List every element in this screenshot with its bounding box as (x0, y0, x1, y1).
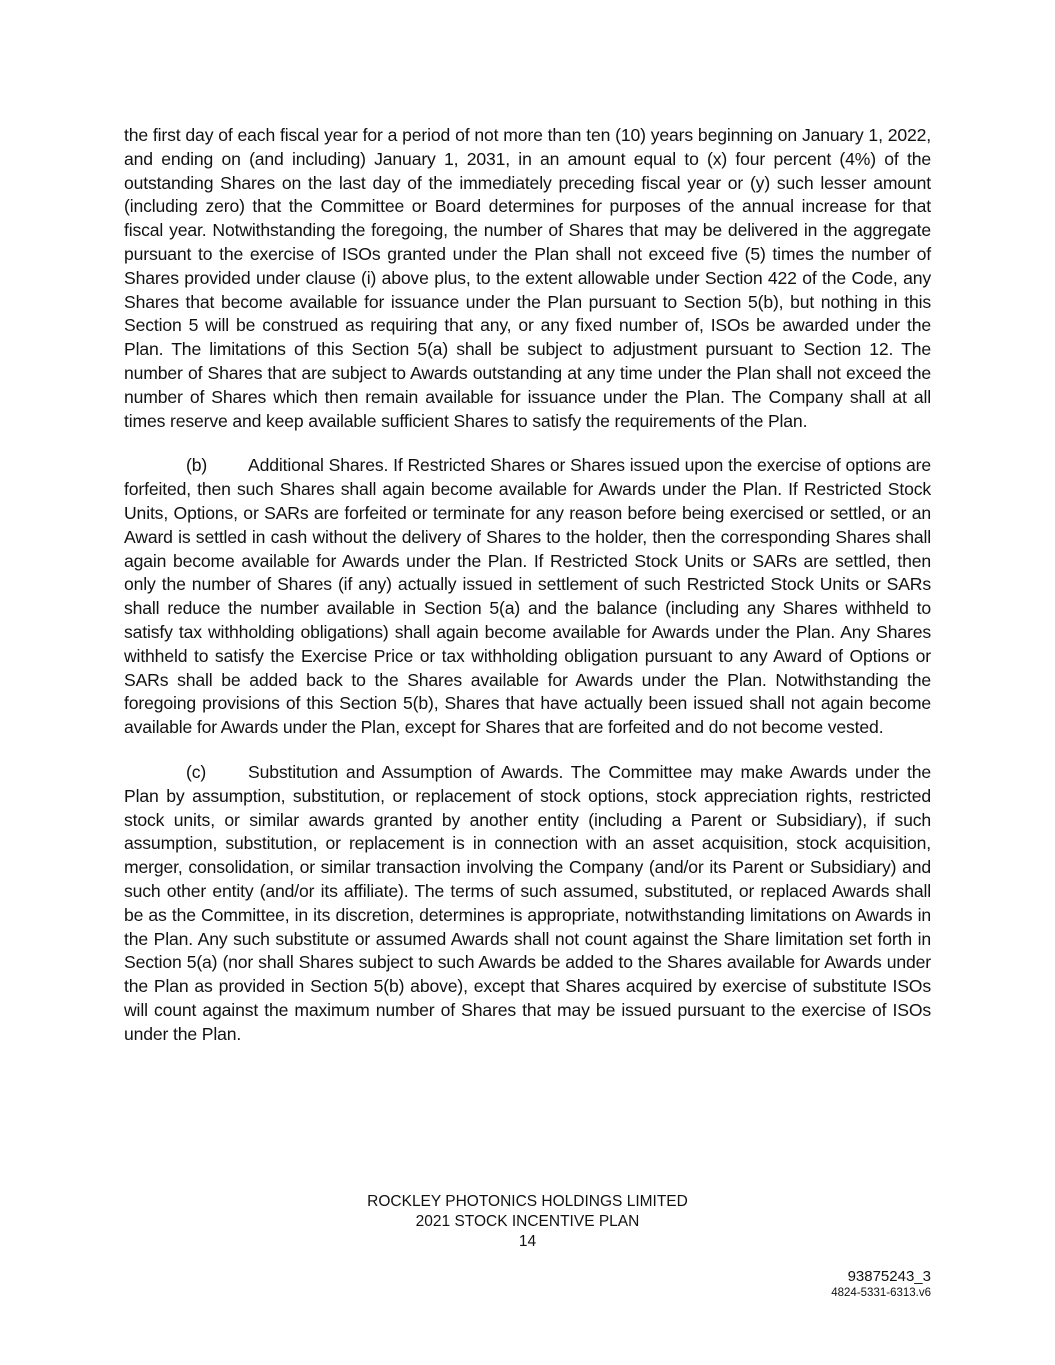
paragraph-continuation: the first day of each fiscal year for a period of not more than ten (10) years beginning on January 1, 2022, and ending on (and including) January 1, 2031, in an amount equal to (x) four percent (4%) of the outstanding Shares on the last day of the immediately preceding fiscal year or (y) such lesser amount (including zero) that the Committee or Board determines for purposes of the annual increase for that fiscal year. Notwithstanding the foregoing, the number of Shares that may be delivered in the aggregate pursuant to the exercise of ISOs granted under the Plan shall not exceed five (5) times the number of Shares provided under clause (i) above plus, to the extent allowable under Section 422 of the Code, any Shares that become available for issuance under the Plan pursuant to Section 5(b), but nothing in this Section 5 will be construed as requiring that any, or any fixed number of, ISOs be awarded under the Plan. The limitations of this Section 5(a) shall be subject to adjustment pursuant to Section 12. The number of Shares that are subject to Awards outstanding at any time under the Plan shall not exceed the number of Shares which then remain available for issuance under the Plan. The Company shall at all times reserve and keep available sufficient Shares to satisfy the requirements of the Plan. (124, 125, 931, 431)
paragraph-c (124, 761, 931, 1047)
page-number: 14 (518, 1233, 537, 1250)
document-identifiers (831, 1268, 931, 1301)
paragraph-c-text: Substitution and Assumption of Awards. The Committee may make Awards under the Plan by assumption, substitution, or replacement of stock options, stock appreciation rights, restricted stock units, or similar awards granted by another entity (including a Parent or Subsidiary), if such assumption, substitution, or replacement is in connection with an asset acquisition, stock acquisition, merger, consolidation, or similar transaction involving the Company (and/or its Parent or Subsidiary) and such other entity (and/or its affiliate). The terms of such assumed, substituted, or replaced Awards shall be as the Committee, in its discretion, determines is appropriate, notwithstanding limitations on Awards in the Plan. Any such substitute or assumed Awards shall not count against the Share limitation set forth in Section 5(a) (nor shall Shares subject to such Awards be added to the Shares available for Awards under the Plan as provided in Section 5(b) above), except that Shares acquired by exercise of substitute ISOs will count against the maximum number of Shares that may be issued pursuant to the exercise of ISOs under the Plan. (124, 761, 931, 1044)
document-id: 93875243_3 (847, 1268, 931, 1285)
paragraph-c-label: (c) (186, 761, 207, 782)
page-footer (0, 1192, 1055, 1252)
document-reference: 4824-5331-6313.v6 (831, 1287, 931, 1299)
footer-plan-title: 2021 STOCK INCENTIVE PLAN (415, 1213, 640, 1230)
paragraph-b (124, 454, 931, 740)
paragraph-b-label: (b) (186, 455, 208, 476)
document-body (124, 124, 931, 1067)
paragraph-b-text: Additional Shares. If Restricted Shares or Shares issued upon the exercise of options are forfeited, then such Shares shall again become available for Awards under the Plan. If Restricted Stock Units, Options, or SARs are forfeited or terminate for any reason before being exercised or settled, or an Award is settled in cash without the delivery of Shares to the holder, then the corresponding Shares shall again become available for Awards under the Plan. If Restricted Stock Units or SARs are settled, then only the number of Shares (if any) actually issued in settlement of such Restricted Stock Units or SARs shall reduce the number available in Section 5(a) and the balance (including any Shares withheld to satisfy tax withholding obligations) shall again become available for Awards under the Plan. Any Shares withheld to satisfy the Exercise Price or tax withholding obligation pursuant to any Award of Options or SARs shall be added back to the Shares available for Awards under the Plan. Notwithstanding the foregoing provisions of this Section 5(b), Shares that have actually been issued shall not again become available for Awards under the Plan, except for Shares that are forfeited and do not become vested. (124, 455, 931, 738)
footer-company: ROCKLEY PHOTONICS HOLDINGS LIMITED (367, 1193, 688, 1210)
